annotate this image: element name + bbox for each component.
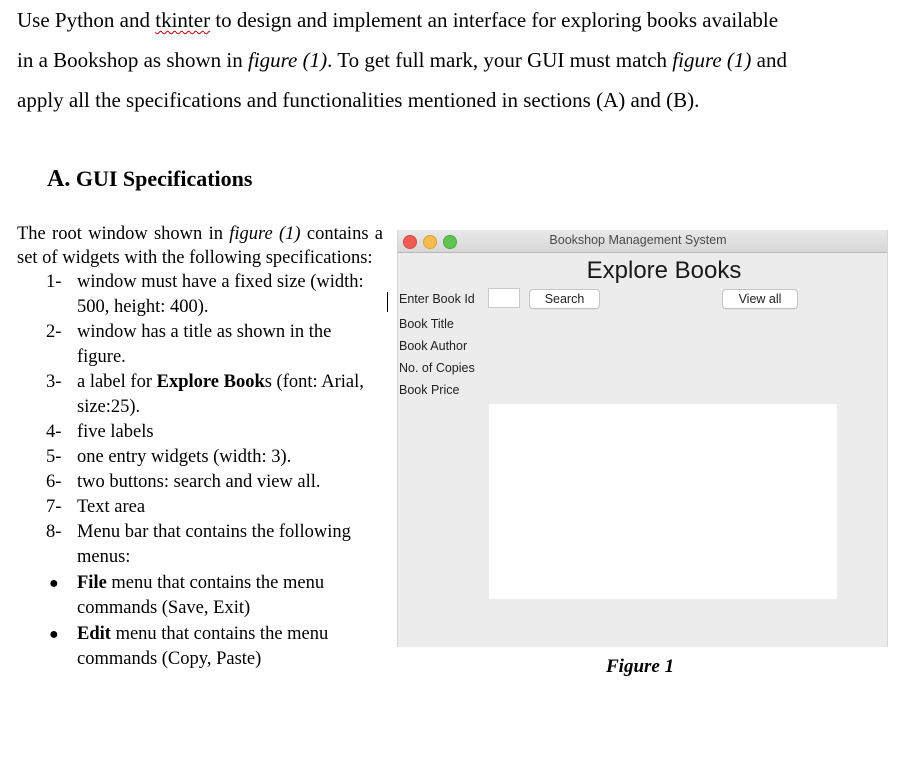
section-title: GUI Specifications xyxy=(70,166,253,191)
intro-text: in a Bookshop as shown in xyxy=(17,48,248,72)
list-item: 5- one entry widgets (width: 3). xyxy=(46,447,292,467)
intro-line-2 xyxy=(17,40,897,80)
figure-caption: Figure 1 xyxy=(606,656,675,677)
view-all-button[interactable]: View all xyxy=(722,289,798,309)
spec-list xyxy=(17,270,383,570)
list-item: 4- five labels xyxy=(46,422,154,442)
intro-text: to design and implement an interface for exploring books available xyxy=(210,8,779,32)
explore-books-label: Explore Books xyxy=(586,257,742,284)
section-heading xyxy=(47,166,252,193)
bullet-item: ● File menu that contains the menu commands (Save, Exit) xyxy=(49,573,325,618)
bullet-icon: ● xyxy=(49,626,59,643)
text-cursor xyxy=(387,292,388,312)
list-item: 3- a label for Explore Books (font: Arial, size:25). xyxy=(46,372,364,417)
minimize-icon[interactable] xyxy=(423,235,437,249)
bullet-icon: ● xyxy=(49,575,59,592)
list-item: 7- Text area xyxy=(46,497,146,517)
figure-ref: figure (1) xyxy=(672,48,752,72)
intro-paragraph xyxy=(17,0,897,120)
intro-line-3: apply all the specifications and functionalities mentioned in sections (A) and (B). xyxy=(17,88,700,112)
tkinter-word: tkinter xyxy=(155,8,211,32)
app-window-figure xyxy=(397,230,888,647)
intro-text: . To get full mark, your GUI must match xyxy=(327,48,673,72)
section-letter: A. xyxy=(47,166,71,192)
label-book-id: Enter Book Id xyxy=(399,292,475,306)
intro-text: and xyxy=(751,48,787,72)
label-book-author: Book Author xyxy=(399,339,468,353)
label-book-price: Book Price xyxy=(399,383,460,397)
book-id-input[interactable] xyxy=(488,288,520,308)
label-book-title: Book Title xyxy=(399,317,454,331)
menu-bullets xyxy=(17,571,383,672)
intro-text: Use Python and xyxy=(17,8,156,32)
list-item: 1- window must have a fixed size (width: 500, height: 400). xyxy=(46,272,364,317)
intro-line-1 xyxy=(17,0,897,40)
spec-intro: The root window shown in figure (1) contains a set of widgets with the following specifications: xyxy=(17,224,383,268)
figure-ref: figure (1) xyxy=(248,48,328,72)
search-button[interactable]: Search xyxy=(529,289,600,309)
list-item: 2- window has a title as shown in the figure. xyxy=(46,322,332,367)
text-area[interactable] xyxy=(489,404,837,599)
window-titlebar xyxy=(398,230,887,253)
bullet-item: ● Edit menu that contains the menu commands (Copy, Paste) xyxy=(49,624,329,669)
label-copies: No. of Copies xyxy=(399,361,475,375)
close-icon[interactable] xyxy=(403,235,417,249)
list-item: 8- Menu bar that contains the following menus: xyxy=(46,522,351,567)
window-title: Bookshop Management System xyxy=(549,233,727,247)
figure-ref: figure (1) xyxy=(229,224,301,244)
list-item: 6- two buttons: search and view all. xyxy=(46,472,321,492)
spec-column xyxy=(17,222,383,672)
zoom-icon[interactable] xyxy=(443,235,457,249)
